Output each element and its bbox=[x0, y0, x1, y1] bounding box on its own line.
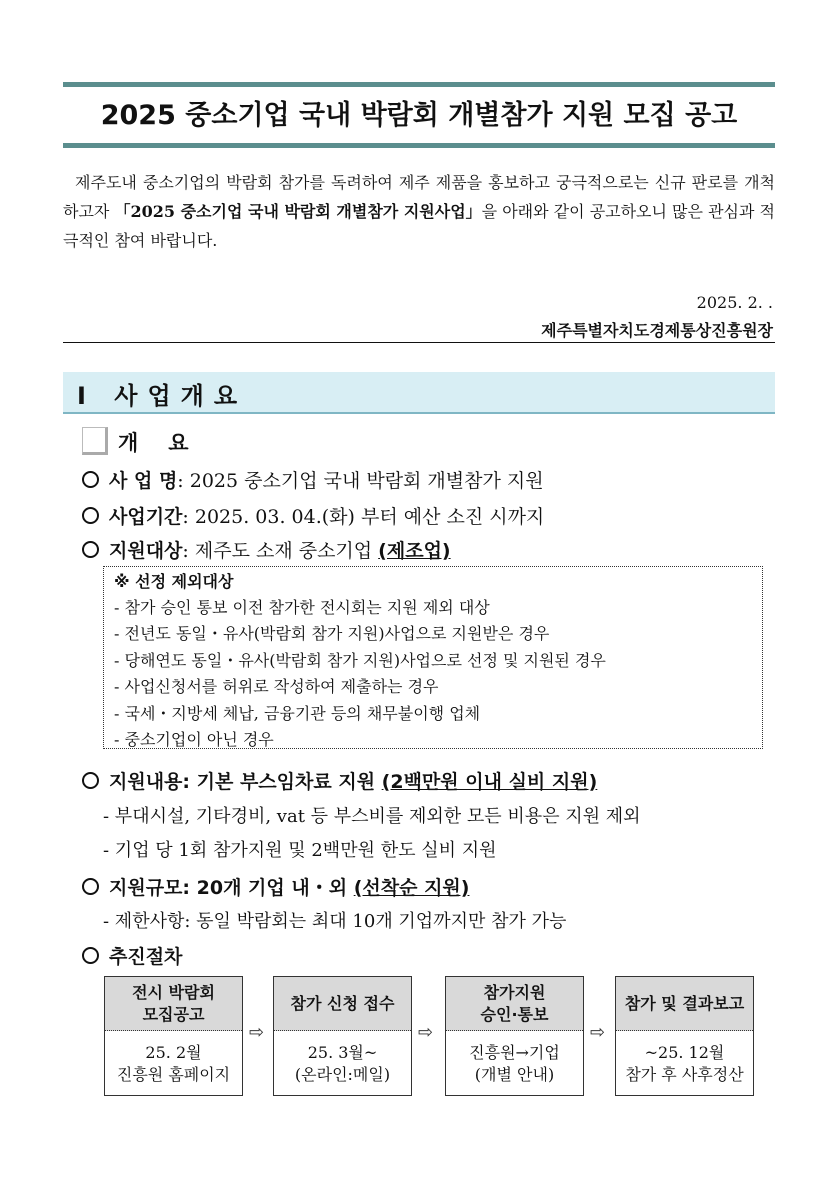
item-value: : 2025. 03. 04.(화) 부터 예산 소진 시까지 bbox=[182, 506, 545, 528]
page-title: 2025 중소기업 국내 박람회 개별참가 지원 모집 공고 bbox=[100, 100, 738, 131]
item-value: : 기본 부스임차료 지원 bbox=[182, 771, 382, 793]
exclusion-title: ※ 선정 제외대상 bbox=[114, 572, 234, 591]
item-emphasis: (제조업) bbox=[378, 540, 451, 562]
content-note: - 부대시설, 기타경비, vat 등 부스비를 제외한 모든 비용은 지원 제외 bbox=[103, 806, 641, 827]
item-label: 지원내용 bbox=[109, 771, 183, 793]
step-detail: 진흥원→기업 (개별 안내) bbox=[469, 1042, 560, 1084]
exclusion-item: - 전년도 동일・유사(박람회 참가 지원)사업으로 지원받은 경우 bbox=[114, 624, 550, 644]
item-emphasis: (2백만원 이내 실비 지원) bbox=[381, 771, 598, 793]
item-value: : 제주도 소재 중소기업 bbox=[182, 540, 379, 562]
procedure-step bbox=[104, 976, 243, 1096]
overview-heading: 개요 bbox=[118, 431, 219, 455]
item-value: : 2025 중소기업 국내 박람회 개별참가 지원 bbox=[177, 470, 544, 492]
step-title: 참가지원 승인·통보 bbox=[446, 977, 583, 1031]
exclusion-item: - 국세・지방세 체납, 금융기관 등의 채무불이행 업체 bbox=[114, 703, 481, 723]
section-header bbox=[63, 372, 775, 414]
item-label: 사업기간 bbox=[109, 506, 183, 528]
exclusion-item: - 사업신청서를 허위로 작성하여 제출하는 경우 bbox=[114, 677, 439, 697]
exclusion-item: - 참가 승인 통보 이전 참가한 전시회는 지원 제외 대상 bbox=[114, 598, 490, 617]
scale-note: - 제한사항: 동일 박람회는 최대 10개 기업까지만 참가 가능 bbox=[103, 911, 567, 932]
title-top-rule bbox=[63, 82, 775, 87]
item-label: 지원규모 bbox=[109, 877, 183, 899]
exclusion-item: - 당해연도 동일・유사(박람회 참가 지원)사업으로 선정 및 지원된 경우 bbox=[114, 650, 606, 670]
item-label: 추진절차 bbox=[109, 946, 183, 968]
item-label: 사 업 명 bbox=[109, 470, 178, 492]
intro-text-2: 을 아래와 같이 공고하오니 많은 관심과 적극적인 참여 바랍니다. bbox=[63, 202, 775, 250]
circle-bullet-icon bbox=[82, 541, 99, 558]
section-title: 사업개요 bbox=[114, 382, 248, 410]
circle-bullet-icon bbox=[82, 507, 99, 524]
announcement-date: 2025. 2. . bbox=[696, 293, 773, 312]
intro-paragraph bbox=[63, 168, 775, 255]
item-value: : 20개 기업 내・외 bbox=[182, 877, 354, 899]
procedure-step bbox=[615, 976, 754, 1096]
checkbox-icon bbox=[82, 427, 108, 455]
organization-name: 제주특별자치도경제통상진흥원장 bbox=[541, 321, 773, 340]
item-target bbox=[82, 536, 451, 563]
circle-bullet-icon bbox=[82, 471, 99, 488]
intro-text-1: 제주도내 중소기업의 박람회 참가를 독려하여 제주 제품을 홍보하고 궁극적으로는 신규 판로를 개척하고자 bbox=[63, 173, 775, 221]
procedure-step bbox=[273, 976, 412, 1096]
content-note: - 기업 당 1회 참가지원 및 2백만원 한도 실비 지원 bbox=[103, 840, 497, 861]
step-title: 참가 신청 접수 bbox=[274, 977, 411, 1031]
step-detail: ~25. 12월 참가 후 사후정산 bbox=[625, 1042, 744, 1084]
item-scale bbox=[82, 873, 469, 900]
section-number: Ⅰ bbox=[77, 382, 96, 410]
step-detail: 25. 3월~ (온라인:메일) bbox=[294, 1042, 391, 1084]
circle-bullet-icon bbox=[82, 772, 99, 789]
circle-bullet-icon bbox=[82, 947, 99, 964]
step-detail: 25. 2월 진흥원 홈페이지 bbox=[116, 1042, 231, 1084]
step-title: 참가 및 결과보고 bbox=[616, 977, 753, 1031]
section-title-wrap bbox=[77, 376, 247, 411]
organization-rule bbox=[63, 342, 775, 343]
item-project-name bbox=[82, 466, 544, 493]
title-bottom-rule bbox=[63, 143, 775, 148]
procedure-step bbox=[445, 976, 584, 1096]
exclusion-box bbox=[103, 566, 763, 749]
item-procedure bbox=[82, 942, 182, 969]
arrow-right-icon: ⇨ bbox=[418, 1022, 434, 1043]
arrow-right-icon: ⇨ bbox=[590, 1022, 606, 1043]
circle-bullet-icon bbox=[82, 878, 99, 895]
step-title: 전시 박람회 모집공고 bbox=[105, 977, 242, 1031]
item-emphasis: (선착순 지원) bbox=[353, 877, 470, 899]
arrow-right-icon: ⇨ bbox=[249, 1022, 265, 1043]
exclusion-item: - 중소기업이 아닌 경우 bbox=[114, 730, 274, 750]
item-period bbox=[82, 502, 544, 529]
item-label: 지원대상 bbox=[109, 540, 183, 562]
intro-highlight: 「2025 중소기업 국내 박람회 개별참가 지원사업」 bbox=[114, 202, 482, 221]
item-content bbox=[82, 767, 597, 794]
